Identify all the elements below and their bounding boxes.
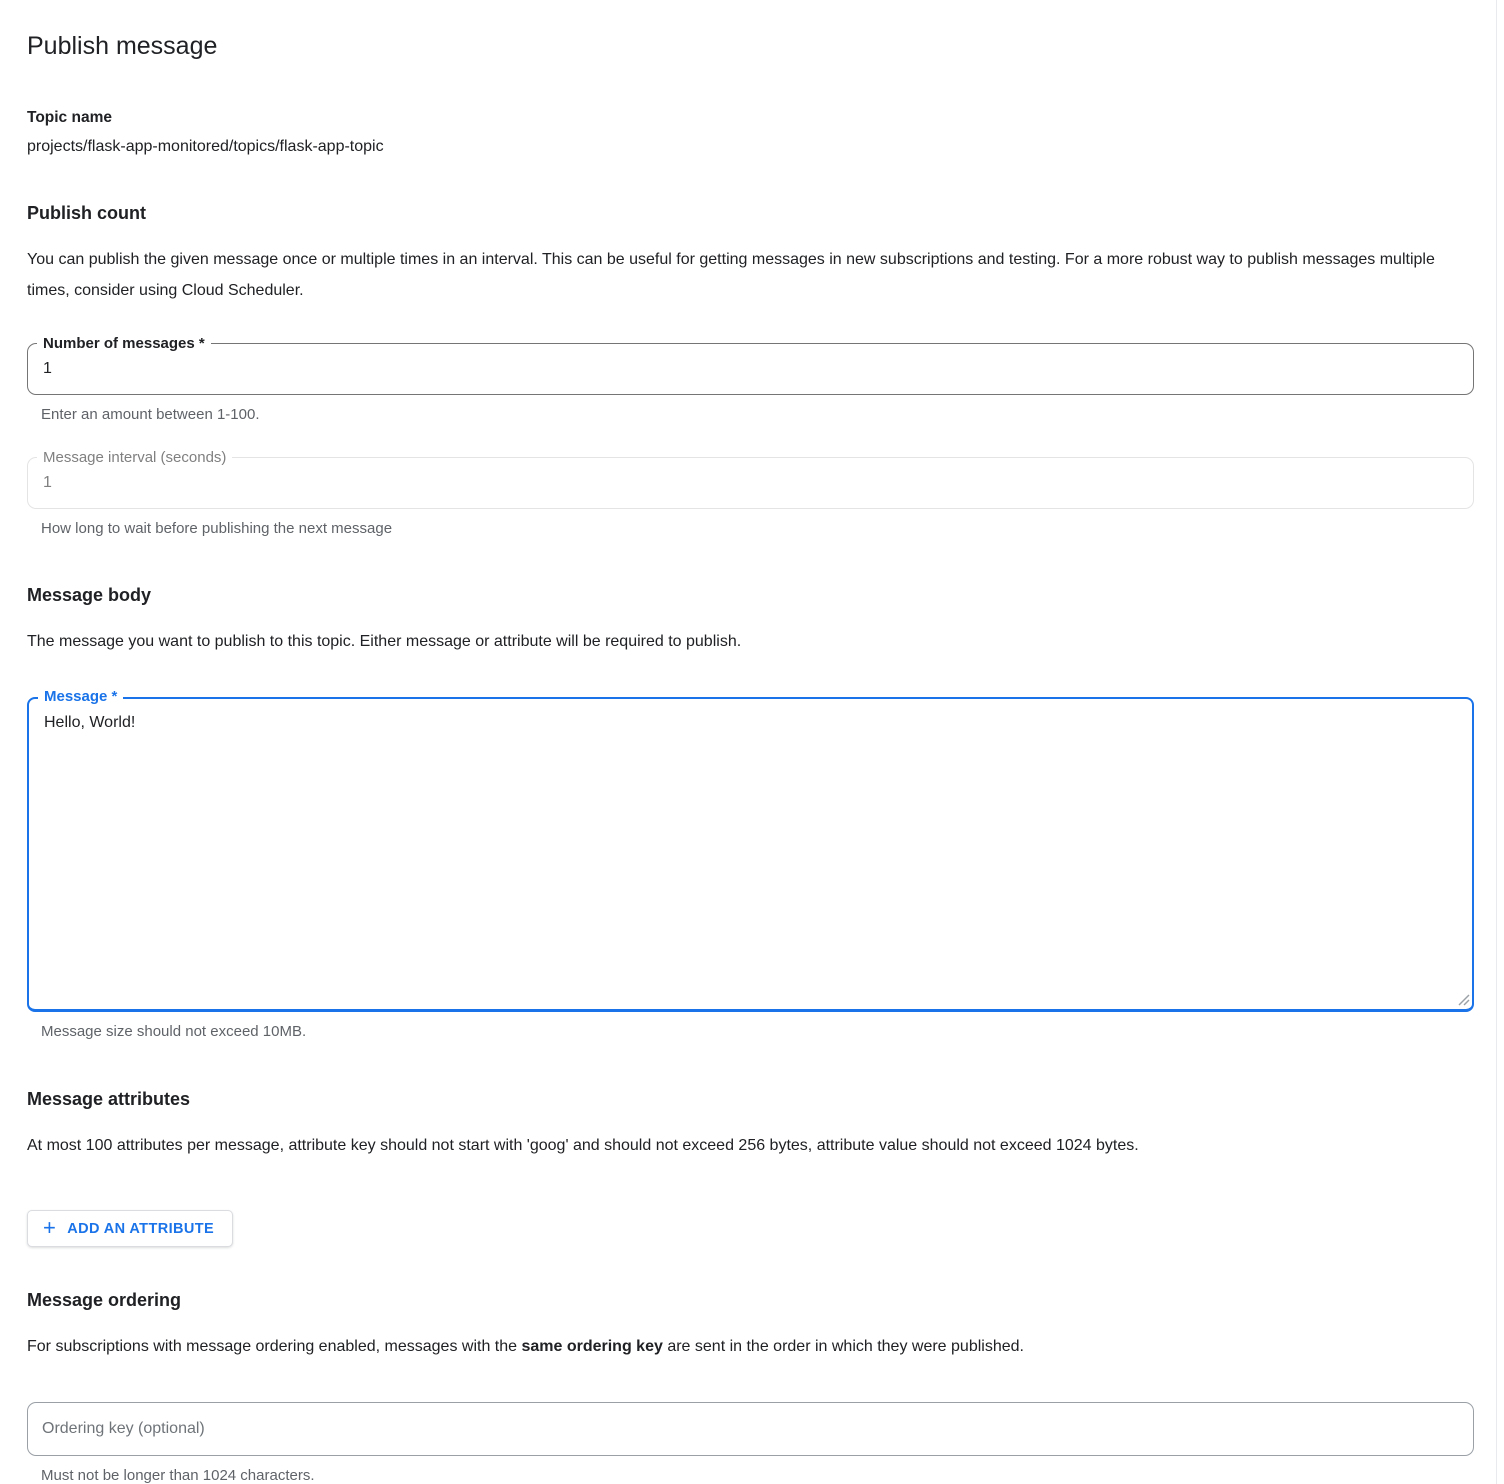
panel-right-divider bbox=[1496, 0, 1497, 1484]
message-helper: Message size should not exceed 10MB. bbox=[41, 1023, 307, 1040]
message-field[interactable] bbox=[27, 688, 1474, 1012]
ordering-key-helper: Must not be longer than 1024 characters. bbox=[41, 1467, 315, 1484]
number-of-messages-label: Number of messages * bbox=[37, 334, 211, 353]
resize-handle-icon[interactable] bbox=[1457, 993, 1470, 1006]
message-body-heading: Message body bbox=[27, 585, 152, 605]
message-ordering-description: For subscriptions with message ordering enabled, messages with the same ordering key are sent in the order in which they were published. bbox=[27, 1338, 1024, 1355]
ordering-key-field[interactable] bbox=[27, 1402, 1474, 1456]
topic-name-value: projects/flask-app-monitored/topics/flask-app-topic bbox=[27, 138, 384, 155]
number-of-messages-helper: Enter an amount between 1-100. bbox=[41, 406, 260, 423]
message-ordering-heading: Message ordering bbox=[27, 1290, 182, 1310]
message-body-description: The message you want to publish to this topic. Either message or attribute will be required to publish. bbox=[27, 633, 742, 650]
message-interval-input[interactable] bbox=[28, 458, 1473, 508]
message-interval-label: Message interval (seconds) bbox=[37, 448, 232, 467]
ordering-key-input[interactable] bbox=[28, 1403, 1473, 1455]
topic-name-label: Topic name bbox=[27, 109, 112, 126]
message-attributes-heading: Message attributes bbox=[27, 1089, 191, 1109]
number-of-messages-input[interactable] bbox=[28, 344, 1473, 394]
add-attribute-button[interactable] bbox=[27, 1210, 233, 1247]
message-attributes-description: At most 100 attributes per message, attribute key should not start with 'goog' and should not exceed 256 bytes, attribute value should not exceed 1024 bytes. bbox=[27, 1137, 1139, 1154]
add-attribute-button-label: ADD AN ATTRIBUTE bbox=[67, 1220, 215, 1237]
publish-count-heading: Publish count bbox=[27, 203, 146, 223]
message-label: Message * bbox=[38, 688, 123, 705]
page-title: Publish message bbox=[27, 32, 218, 60]
message-interval-field[interactable] bbox=[27, 449, 1474, 509]
message-interval-helper: How long to wait before publishing the next message bbox=[41, 520, 393, 537]
plus-icon: + bbox=[43, 1214, 57, 1240]
publish-count-description: You can publish the given message once or multiple times in an interval. This can be useful for getting messages in new subscriptions and testing. For a more robust way to publish messages multiple times, consider using Cloud Scheduler. bbox=[27, 251, 1435, 299]
number-of-messages-field[interactable] bbox=[27, 335, 1474, 395]
message-textarea[interactable] bbox=[29, 699, 1472, 1009]
